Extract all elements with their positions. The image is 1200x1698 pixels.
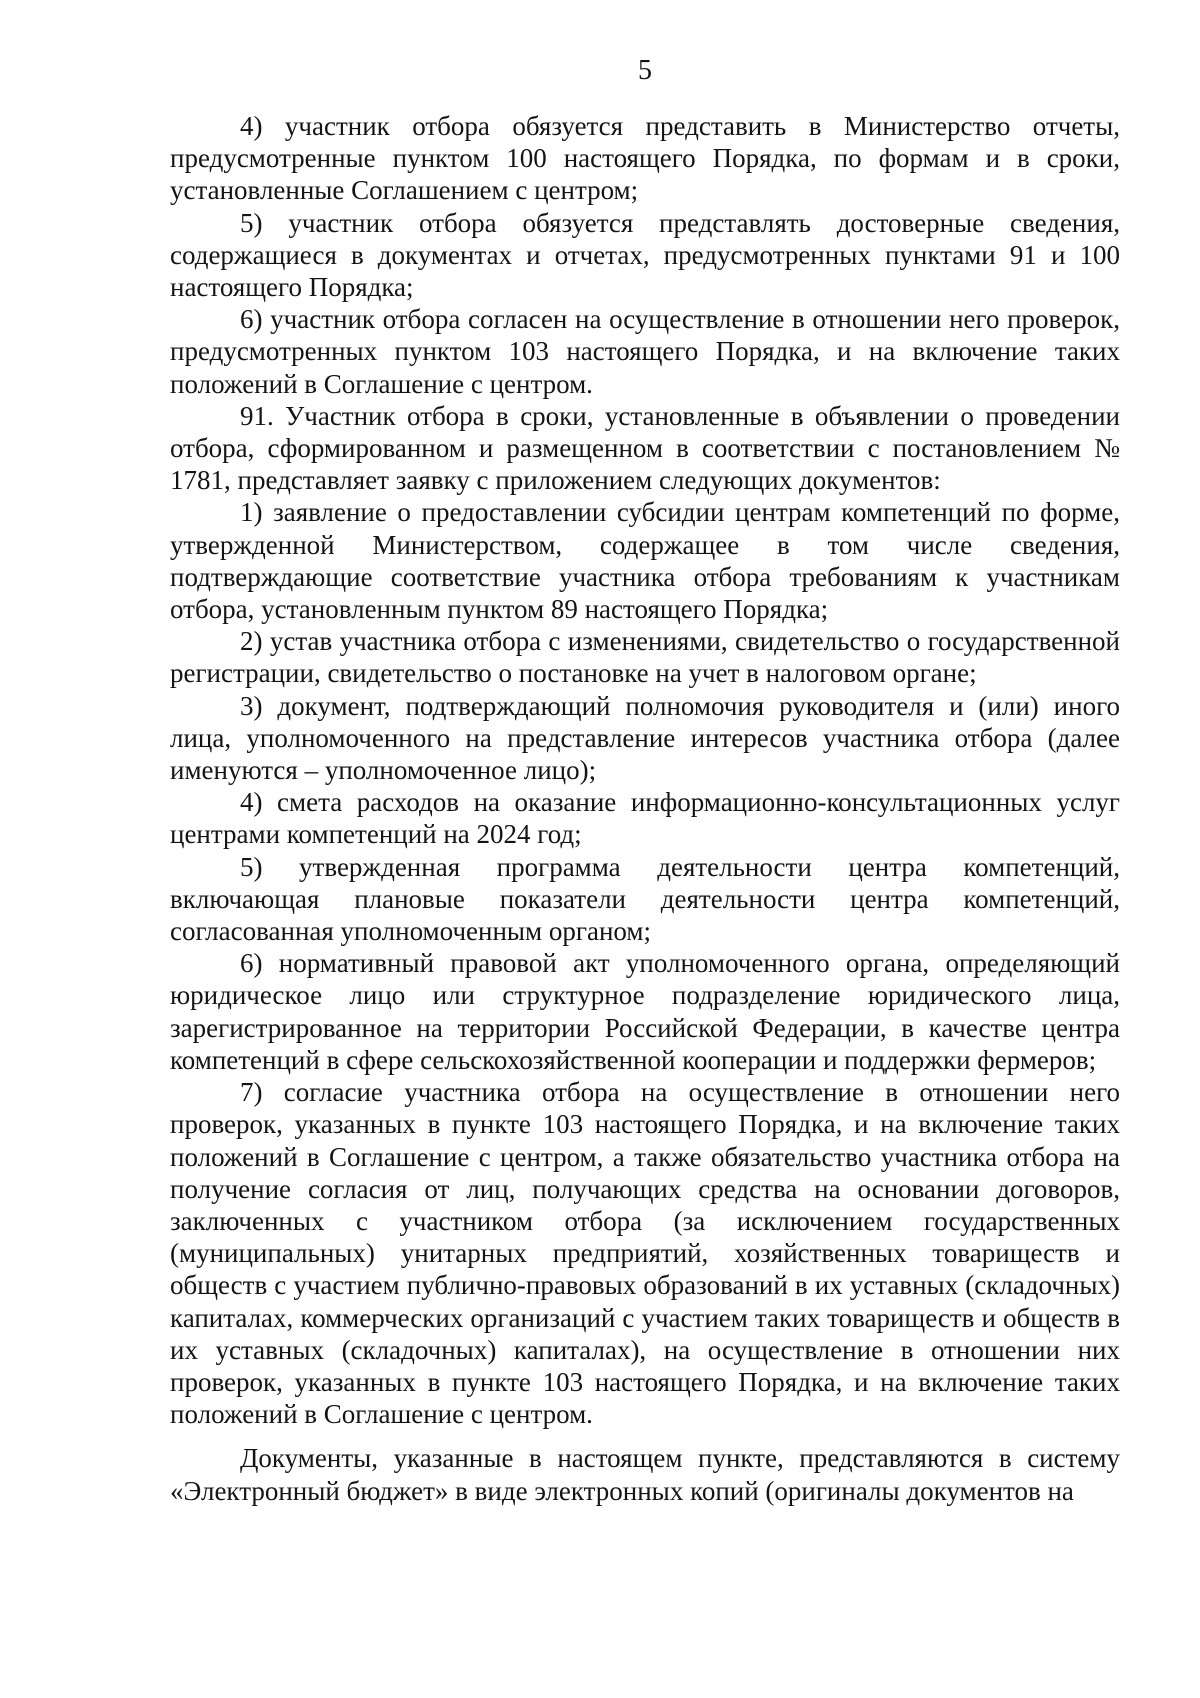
paragraph-item-6-inspections-consent: 6) участник отбора согласен на осуществление в отношении него проверок, предусмотренных пунктом 103 настоящего Порядка, и на включение таких положений в Соглашение с центром. xyxy=(170,304,1120,399)
paragraph-doc-1-application: 1) заявление о предоставлении субсидии центрам компетенций по форме, утвержденной Министерством, содержащее в том числе сведения, подтверждающие соответствие участника отбора требованиям к участникам отбора, установленным пунктом 89 настоящего Порядка; xyxy=(170,497,1120,625)
paragraph-doc-5-program: 5) утвержденная программа деятельности центра компетенций, включающая плановые показатели деятельности центра компетенций, согласованная уполномоченным органом; xyxy=(170,851,1120,947)
paragraph-item-5-reliable-info: 5) участник отбора обязуется представлять достоверные сведения, содержащиеся в документах и отчетах, предусмотренных пунктами 91 и 100 настоящего Порядка; xyxy=(170,207,1120,303)
paragraph-documents-submission: Документы, указанные в настоящем пункте, представляются в систему «Электронный бюджет» в виде электронных копий (оригиналы документов на xyxy=(170,1443,1120,1506)
paragraph-doc-7-consent: 7) согласие участника отбора на осуществление в отношении него проверок, указанных в пункте 103 настоящего Порядка, и на включение таких положений в Соглашение с центром, а также обязательство участника отбора на получение согласия от лиц, получающих средства на основании договоров, заключенных с участником отбора (за исключением государственных (муниципальных) унитарных предприятий, хозяйственных товариществ и обществ с участием публично-правовых образований в их уставных (складочных) капиталах, коммерческих организаций с участием таких товариществ и обществ в их уставных (складочных) капиталах), на осуществление в отношении них проверок, указанных в пункте 103 настоящего Порядка, и на включение таких положений в Соглашение с центром. xyxy=(170,1077,1120,1430)
paragraph-doc-6-legal-act: 6) нормативный правовой акт уполномоченного органа, определяющий юридическое лицо или структурное подразделение юридического лица, зарегистрированное на территории Российской Федерации, в качестве центра компетенций в сфере сельскохозяйственной кооперации и поддержки фермеров; xyxy=(170,948,1120,1075)
document-body xyxy=(170,110,1120,1507)
page-number: 5 xyxy=(638,55,652,86)
paragraph-doc-3-authority: 3) документ, подтверждающий полномочия руководителя и (или) иного лица, уполномоченного на представление интересов участника отбора (далее именуются – уполномоченное лицо); xyxy=(170,690,1120,786)
paragraph-clause-91: 91. Участник отбора в сроки, установленные в объявлении о проведении отбора, сформированном и размещенном в соответствии с постановлением № 1781, представляет заявку с приложением следующих документов: xyxy=(170,400,1120,496)
paragraph-item-4-reports: 4) участник отбора обязуется представить в Министерство отчеты, предусмотренные пунктом 100 настоящего Порядка, по формам и в сроки, установленные Соглашением с центром; xyxy=(170,111,1120,206)
paragraph-doc-4-budget-estimate: 4) смета расходов на оказание информационно-консультационных услуг центрами компетенций на 2024 год; xyxy=(170,787,1120,850)
paragraph-doc-2-charter: 2) устав участника отбора с изменениями, свидетельство о государственной регистрации, свидетельство о постановке на учет в налоговом органе; xyxy=(170,626,1120,689)
